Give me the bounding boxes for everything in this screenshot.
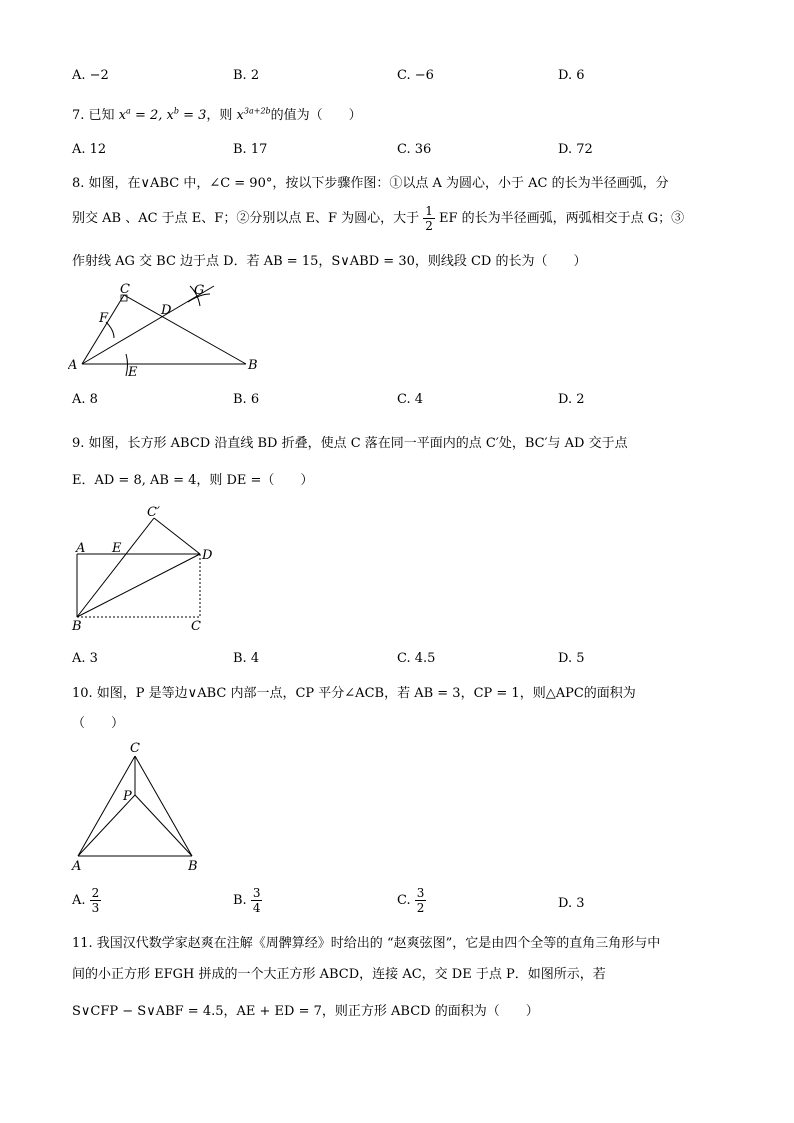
q10-segment-bc (135, 756, 192, 856)
q10-option-d: D. 3 (558, 896, 585, 911)
q8-label-a: A (68, 358, 78, 373)
q6-option-c: C. −6 (397, 68, 434, 83)
q8-label-f: F (99, 311, 109, 326)
q7-option-c: C. 36 (397, 142, 432, 157)
q8-option-b: B. 6 (233, 392, 260, 407)
q10-option-c: C. $\frac{3}{2}$ (397, 886, 425, 915)
q7-stem: 7. 已知 $x^a = 2$, $x^b = 3$，则 $x^{3a+2b}$的值为（ ） (72, 106, 362, 123)
q10-line-1: 10. 如图，P 是等边∨ABC 内部一点，CP 平分∠ACB，若 AB = 3，CP = 1，则△APC的面积为 (72, 686, 636, 701)
q8-line-1: 8. 如图，在∨ABC 中，∠C = 90°，按以下步骤作图：①以点 A 为圆心，小于 AC 的长为半径画弧，分 (72, 176, 669, 191)
q6-option-b: B. 2 (233, 68, 260, 83)
q8-fraction: $\frac{1}{2}$ (425, 204, 433, 233)
q11-line-3: S∨CFP − S∨ABF = 4.5，AE + ED = 7，则正方形 ABCD 的面积为（ ） (72, 1004, 539, 1019)
q9-line-2: E．AD = 8, AB = 4，则 DE =（ ） (72, 473, 314, 488)
q10-label-b: B (188, 859, 198, 874)
q6-option-a: A. −2 (72, 68, 109, 83)
q9-segment-bd (77, 554, 200, 617)
q9-label-c: C (191, 619, 201, 634)
q10-segment-ac (78, 756, 135, 856)
q8-label-g: G (194, 283, 205, 298)
q9-label-c-prime: C′ (147, 505, 160, 520)
q9-segment-bc-prime (77, 518, 154, 617)
q10-option-b: B. $\frac{3}{4}$ (233, 886, 261, 915)
q11-line-1: 11. 我国汉代数学家赵爽在注解《周髀算经》时给出的 “赵爽弦图”，它是由四个全等的直角三角形与中 (72, 936, 661, 951)
q10-label-p: P (123, 789, 132, 804)
q9-label-b: B (72, 619, 82, 634)
q8-label-b: B (248, 358, 258, 373)
q11-line-2: 间的小正方形 EFGH 拼成的一个大正方形 ABCD，连接 AC，交 DE 于点 P．如图所示，若 (72, 967, 606, 982)
q10-segment-bp (135, 795, 192, 856)
q9-line-1: 9. 如图，长方形 ABCD 沿直线 BD 折叠，使点 C 落在同一平面内的点 C′处，BC′与 AD 交于点 (72, 436, 628, 451)
q8-segment-cb (124, 295, 246, 364)
q6-option-d: D. 6 (558, 68, 585, 83)
q8-segment-ac (82, 295, 124, 364)
q9-segment-c-prime-d (154, 518, 200, 554)
q9-option-d: D. 5 (558, 651, 585, 666)
q10-line-2: （ ） (72, 716, 125, 731)
q8-label-d: D (161, 303, 172, 318)
q9-figure (68, 502, 228, 637)
q8-option-a: A. 8 (72, 392, 98, 407)
q8-option-d: D. 2 (558, 392, 585, 407)
q7-option-a: A. 12 (72, 142, 107, 157)
q8-line-3: 作射线 AG 交 BC 边于点 D．若 AB = 15，S∨ABD = 30，则线段 CD 的长为（ ） (72, 254, 587, 269)
q8-label-e: E (128, 365, 138, 380)
q8-line-2: 别交 AB 、AC 于点 E、F；②分别以点 E、F 为圆心，大于 $\frac{1}{2}$ EF 的长为半径画弧，两弧相交于点 G；③ (72, 204, 685, 233)
q8-option-c: C. 4 (397, 392, 424, 407)
q10-option-a: A. $\frac{2}{3}$ (72, 886, 100, 915)
q9-label-d: D (202, 548, 213, 563)
q10-figure (68, 738, 208, 878)
q9-label-e: E (112, 541, 122, 556)
q9-option-b: B. 4 (233, 651, 260, 666)
q10-label-c: C (130, 741, 140, 756)
q7-option-b: B. 17 (233, 142, 268, 157)
q9-option-c: C. 4.5 (397, 651, 436, 666)
q10-segment-ap (78, 795, 135, 856)
q8-label-c: C (120, 282, 130, 297)
q7-option-d: D. 72 (558, 142, 593, 157)
q8-figure (68, 280, 268, 385)
q9-label-a: A (76, 541, 86, 556)
q9-option-a: A. 3 (72, 651, 98, 666)
q10-label-a: A (72, 859, 82, 874)
